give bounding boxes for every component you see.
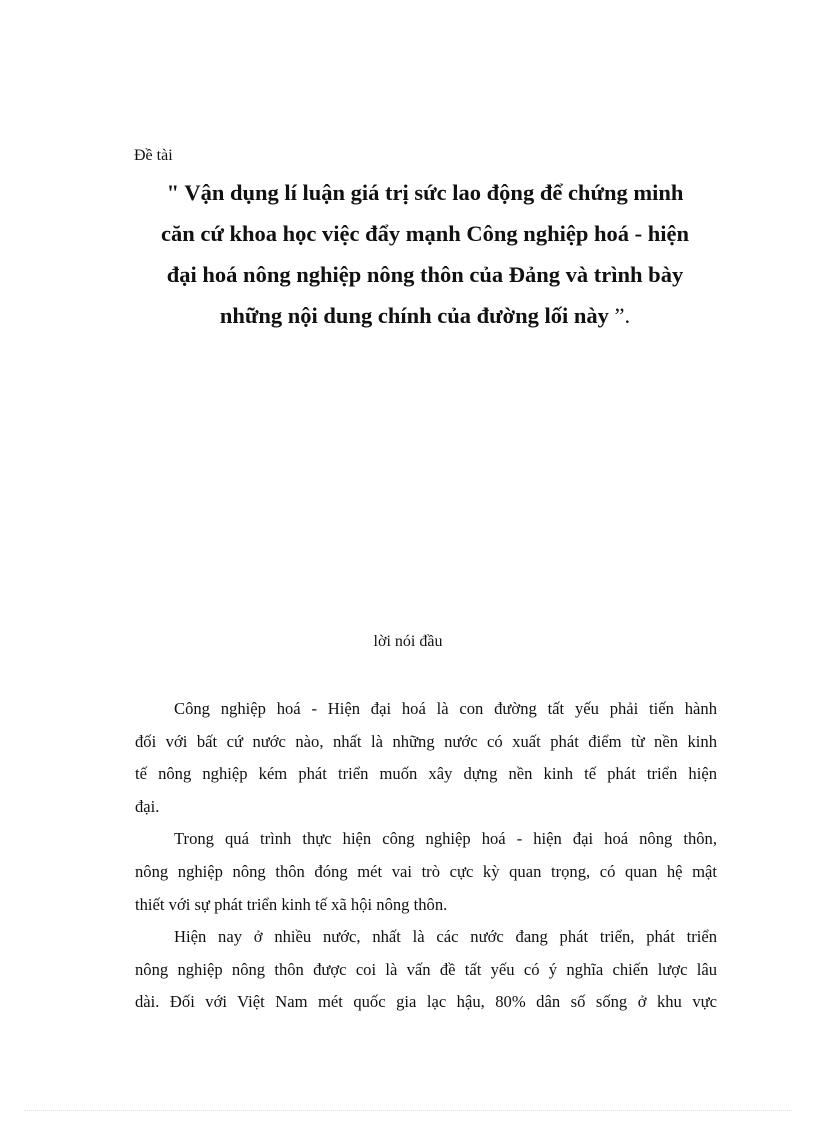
body-text: [135, 693, 717, 1019]
paragraph-line: Hiện nay ở nhiều nước, nhất là các nước đang phát triển, phát triển: [174, 927, 717, 947]
page-bottom-rule: [24, 1110, 792, 1111]
paragraph-line: nông nghiệp nông thôn được coi là vấn đề tất yếu có ý nghĩa chiến lược lâu: [135, 959, 717, 979]
title-line-last: [110, 295, 740, 336]
title-end-quote: ”.: [608, 303, 631, 328]
paragraph-line: thiết với sự phát triển kinh tế xã hội nông thôn.: [135, 894, 448, 914]
section-heading: lời nói đầu: [373, 633, 443, 650]
paragraph-line: Trong quá trình thực hiện công nghiệp hoá - hiện đại hoá nông thôn,: [174, 829, 717, 849]
title-line-text: những nội dung chính của đường lối này: [219, 303, 609, 328]
paragraph-line: đại.: [135, 796, 160, 816]
paragraph-line: đối với bất cứ nước nào, nhất là những nước có xuất phát điểm từ nền kinh: [135, 731, 717, 751]
title-line: đại hoá nông nghiệp nông thôn của Đảng và trình bày: [166, 262, 684, 287]
topic-label: Đề tài: [134, 147, 173, 164]
paragraph-line: Công nghiệp hoá - Hiện đại hoá là con đường tất yếu phải tiến hành: [174, 699, 717, 718]
paragraph-line: nông nghiệp nông thôn đóng mét vai trò cực kỳ quan trọng, có quan hệ mật: [135, 861, 717, 881]
paragraph-line: tế nông nghiệp kém phát triển muốn xây dựng nền kinh tế phát triển hiện: [135, 764, 717, 784]
title-line: căn cứ khoa học việc đẩy mạnh Công nghiệp hoá - hiện: [161, 221, 689, 246]
document-title: [110, 172, 740, 336]
title-line: " Vận dụng lí luận giá trị sức lao động để chứng minh: [166, 180, 684, 205]
paragraph-line: dài. Đối với Việt Nam mét quốc gia lạc hậu, 80% dân số sống ở khu vực: [135, 992, 717, 1012]
